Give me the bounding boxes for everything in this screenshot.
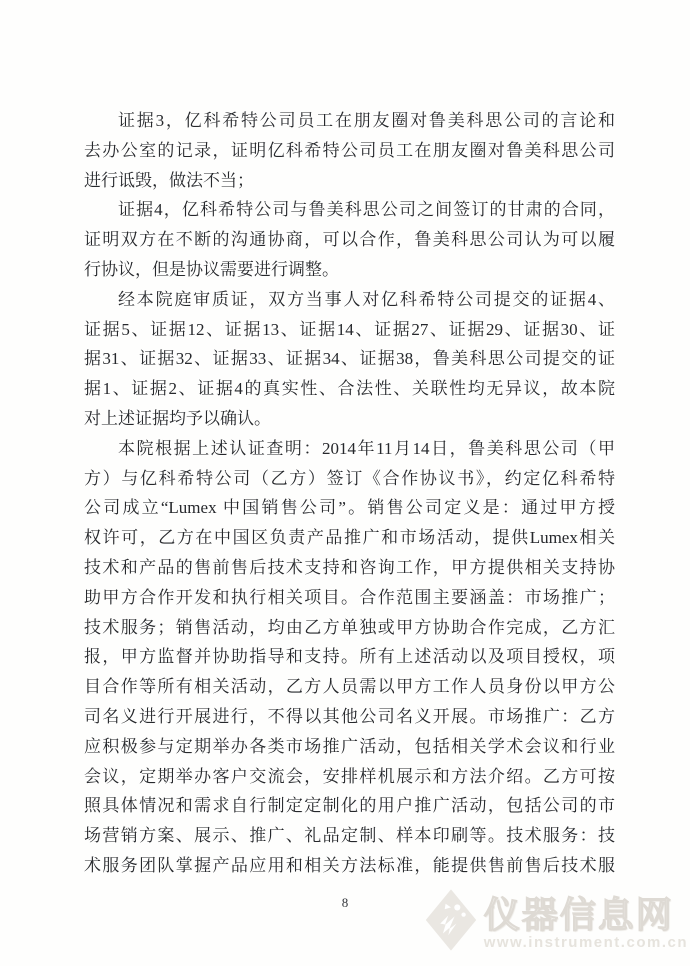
text-line: 据31、证据32、证据33、证据34、证据38，鲁美科思公司提交的证 xyxy=(84,349,615,369)
text-line: 证据3，亿科希特公司员工在朋友圈对鲁美科思公司的言论和 xyxy=(118,111,615,130)
text-line: 应积极参与定期举办各类市场推广活动，包括相关学术会议和行业 xyxy=(84,736,615,756)
text-line: 据1、证据2、证据4的真实性、合法性、关联性均无异议，故本院 xyxy=(84,379,615,399)
text-line: 公司成立“Lumex 中国销售公司”。销售公司定义是：通过甲方授 xyxy=(84,498,615,518)
text-line: 会议，定期举办客户交流会，安排样机展示和方法介绍。乙方可按 xyxy=(84,766,615,786)
watermark-site-url: www.instrument.com.cn xyxy=(483,933,688,951)
text-line: 技术服务；销售活动，均由乙方单独或甲方协助合作完成，乙方汇 xyxy=(84,617,615,637)
text-line: 进行诋毁，做法不当； xyxy=(84,170,254,190)
text-line: 技术和产品的售前售后技术支持和咨询工作，甲方提供相关支持协 xyxy=(84,557,615,577)
watermark-site-name: 仪器信息网 xyxy=(483,893,674,935)
text-line: 司名义进行开展进行，不得以其他公司名义开展。市场推广：乙方 xyxy=(84,706,615,726)
text-line: 目合作等所有相关活动，乙方人员需以甲方工作人员身份以甲方公 xyxy=(84,677,615,697)
text-line: 经本院庭审质证，双方当事人对亿科希特公司提交的证据4、 xyxy=(118,289,615,309)
text-line: 权许可，乙方在中国区负责产品推广和市场活动，提供Lumex相关 xyxy=(84,528,615,548)
text-line: 场营销方案、展示、推广、礼品定制、样本印刷等。技术服务：技 xyxy=(84,826,615,846)
text-line: 证据4，亿科希特公司与鲁美科思公司之间签订的甘肃的合同， xyxy=(118,200,615,220)
text-line: 证明双方在不断的沟通协商，可以合作，鲁美科思公司认为可以履 xyxy=(84,230,615,250)
text-line: 对上述证据均予以确认。 xyxy=(84,408,271,428)
text-line: 报，甲方监督并协助指导和支持。所有上述活动以及项目授权，项 xyxy=(84,647,615,667)
document-body-text xyxy=(84,106,615,881)
text-line: 术服务团队掌握产品应用和相关方法标准，能提供售前售后技术服 xyxy=(84,855,615,875)
text-line: 证据5、证据12、证据13、证据14、证据27、证据29、证据30、证 xyxy=(84,319,615,339)
text-line: 方）与亿科希特公司（乙方）签订《合作协议书》，约定亿科希特 xyxy=(84,468,615,488)
text-line: 助甲方合作开发和执行相关项目。合作范围主要涵盖：市场推广； xyxy=(84,587,615,607)
text-line: 本院根据上述认证查明：2014年11月14日，鲁美科思公司（甲 xyxy=(118,438,615,458)
text-line: 去办公室的记录，证明亿科希特公司员工在朋友圈对鲁美科思公司 xyxy=(84,140,615,160)
text-line: 照具体情况和需求自行制定定制化的用户推广活动，包括公司的市 xyxy=(84,796,615,816)
page-number: 8 xyxy=(341,895,349,910)
text-line: 行协议，但是协议需要进行调整。 xyxy=(84,259,339,279)
